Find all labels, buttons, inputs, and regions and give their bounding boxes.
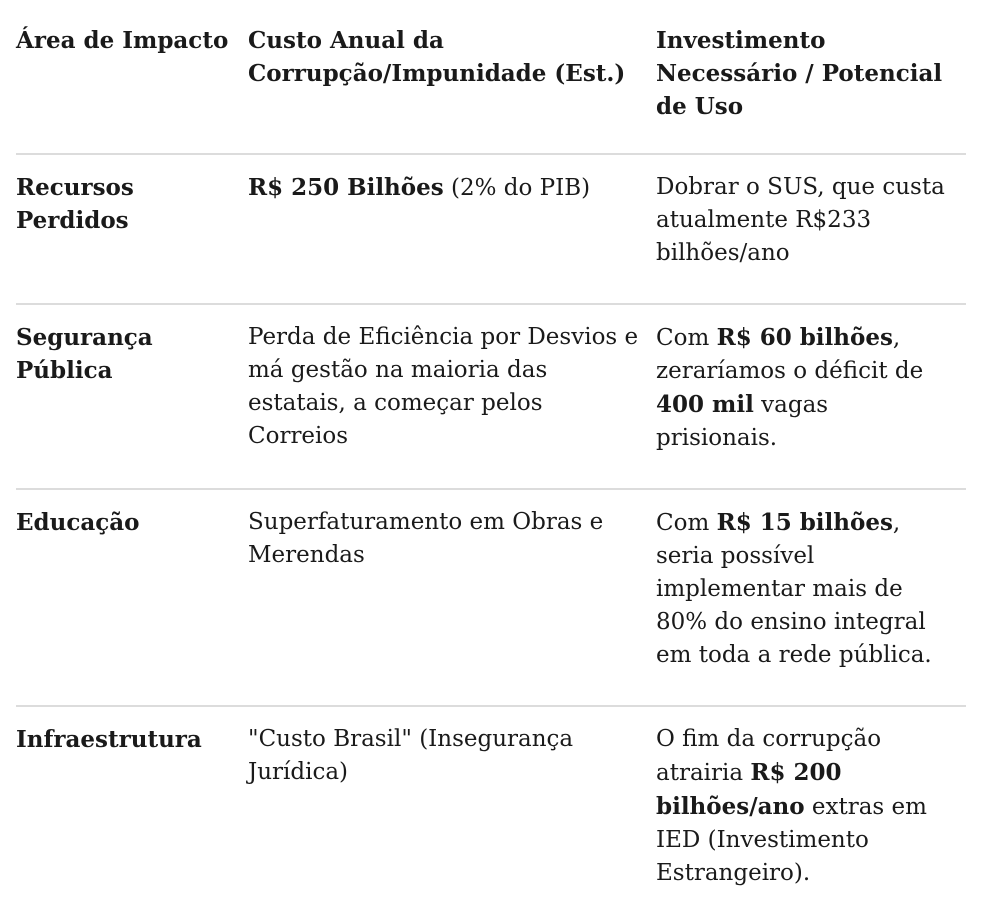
invest-amount: 400 mil	[656, 391, 754, 418]
row-area: Educação	[16, 509, 140, 536]
table-row	[16, 705, 966, 900]
row-cost: Superfaturamento em Obras e Merendas	[248, 509, 604, 568]
row-investment: Dobrar o SUS, que custa atualmente R$233 bilhões/ano	[656, 174, 945, 266]
cost-amount: R$ 250 Bilhões	[248, 174, 444, 201]
row-investment	[656, 506, 966, 705]
table-row	[16, 488, 966, 705]
row-area: Segurança Pública	[16, 324, 153, 384]
invest-text: , zeraríamos o déficit de	[656, 325, 924, 384]
row-investment	[656, 723, 966, 900]
invest-text: Com	[656, 325, 717, 351]
table-row	[16, 303, 966, 488]
header-area: Área de Impacto	[16, 27, 229, 54]
row-area: Recursos Perdidos	[16, 174, 134, 234]
invest-amount: R$ 200 bilhões/ano	[656, 759, 842, 820]
invest-text: O fim da corrupção atrairia	[656, 726, 882, 786]
row-cost: "Custo Brasil" (Insegurança Jurídica)	[248, 726, 574, 785]
header-cost: Custo Anual da Corrupção/Impunidade (Est.)	[248, 27, 626, 87]
table-header-row	[16, 0, 987, 153]
row-area: Infraestrutura	[16, 726, 202, 753]
invest-text: extras em IED (Investimento Estrangeiro).	[656, 794, 927, 886]
cost-note: (2% do PIB)	[443, 175, 591, 201]
table-row	[16, 153, 966, 303]
invest-text: , seria possível implementar mais de 80% do ensino integral em toda a rede pública.	[656, 510, 932, 668]
invest-amount: R$ 15 bilhões	[716, 509, 893, 536]
header-investment: Investimento Necessário / Potencial de Uso	[656, 27, 943, 120]
invest-amount: R$ 60 bilhões	[716, 324, 893, 351]
invest-text: vagas prisionais.	[656, 392, 829, 451]
row-cost	[248, 171, 656, 303]
invest-text: Com	[656, 510, 717, 536]
row-cost: Perda de Eficiência por Desvios e má gestão na maioria das estatais, a começar pelos Correios	[248, 324, 639, 449]
row-investment	[656, 321, 966, 488]
